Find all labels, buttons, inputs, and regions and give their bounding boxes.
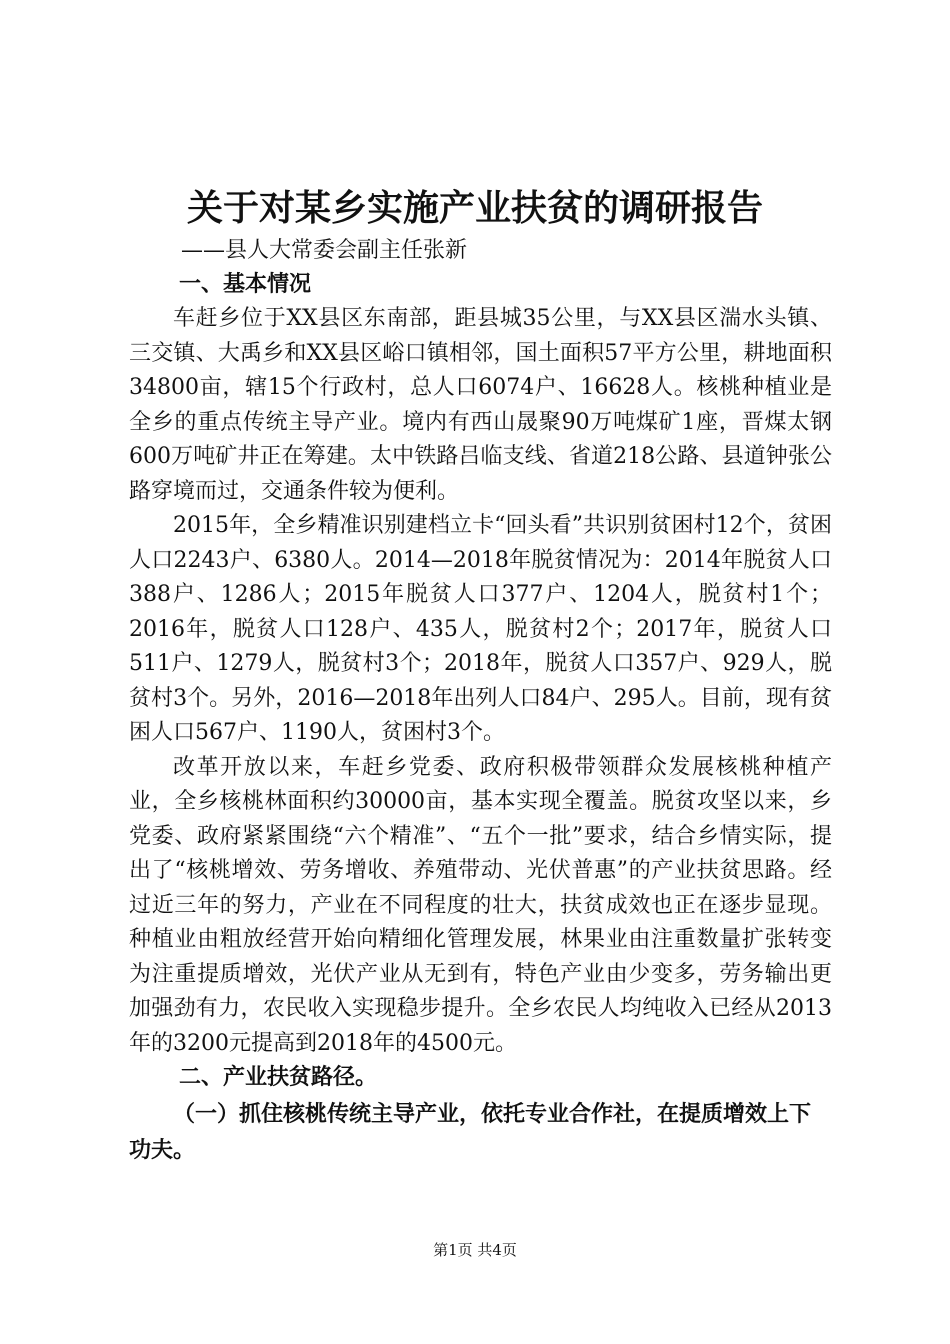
document-title: 关于对某乡实施产业扶贫的调研报告 <box>186 188 763 229</box>
subsection-heading-walnut: （一）抓住核桃传统主导产业，依托专业合作社，在提质增效上下功夫。 <box>129 1102 812 1163</box>
paragraph-industry-development: 改革开放以来，车赶乡党委、政府积极带领群众发展核桃种植产业，全乡核桃林面积约30000亩，基本实现全覆盖。脱贫攻坚以来，乡党委、政府紧紧围绕“六个精准”、“五个一批”要求，结合乡情实际，提出了“核桃增效、劳务增收、养殖带动、光伏普惠”的产业扶贫思路。经过近三年的努力，产业在不同程度的壮大，扶贫成效也正在逐步显现。种植业由粗放经营开始向精细化管理发展，林果业由注重数量扩张转变为注重提质增效，光伏产业从无到有，特色产业由少变多，劳务输出更加强劲有力，农民收入实现稳步提升。全乡农民人均纯收入已经从2013年的3200元提高到2018年的4500元。 <box>129 754 832 1056</box>
section-heading-basic-situation: 一、基本情况 <box>179 272 312 297</box>
page-number-footer: 第1页 共4页 <box>433 1241 517 1259</box>
paragraph-location: 车赶乡位于XX县区东南部，距县城35公里，与XX县区湍水头镇、三交镇、大禹乡和XX县区峪口镇相邻，国土面积57平方公里，耕地面积34800亩，辖15个行政村，总人口6074户、16628人。核桃种植业是全乡的重点传统主导产业。境内有西山晟聚90万吨煤矿1座，晋煤太钢600万吨矿井正在筹建。太中铁路吕临支线、省道218公路、县道钟张公路穿境而过，交通条件较为便利。 <box>129 306 832 504</box>
document-body <box>129 268 832 1169</box>
paragraph-poverty-stats: 2015年，全乡精准识别建档立卡“回头看”共识别贫困村12个，贫困人口2243户、6380人。2014—2018年脱贫情况为：2014年脱贫人口388户、1286人；2015年脱贫人口377户、1204人，脱贫村1个；2016年，脱贫人口128户、435人，脱贫村2个；2017年，脱贫人口511户、1279人，脱贫村3个；2018年，脱贫人口357户、929人，脱贫村3个。另外，2016—2018年出列人口84户、295人。目前，现有贫困人口567户、1190人，贫困村3个。 <box>129 513 832 745</box>
document-subtitle: ——县人大常委会副主任张新 <box>181 238 468 263</box>
section-heading-industry-path: 二、产业扶贫路径。 <box>179 1065 378 1090</box>
